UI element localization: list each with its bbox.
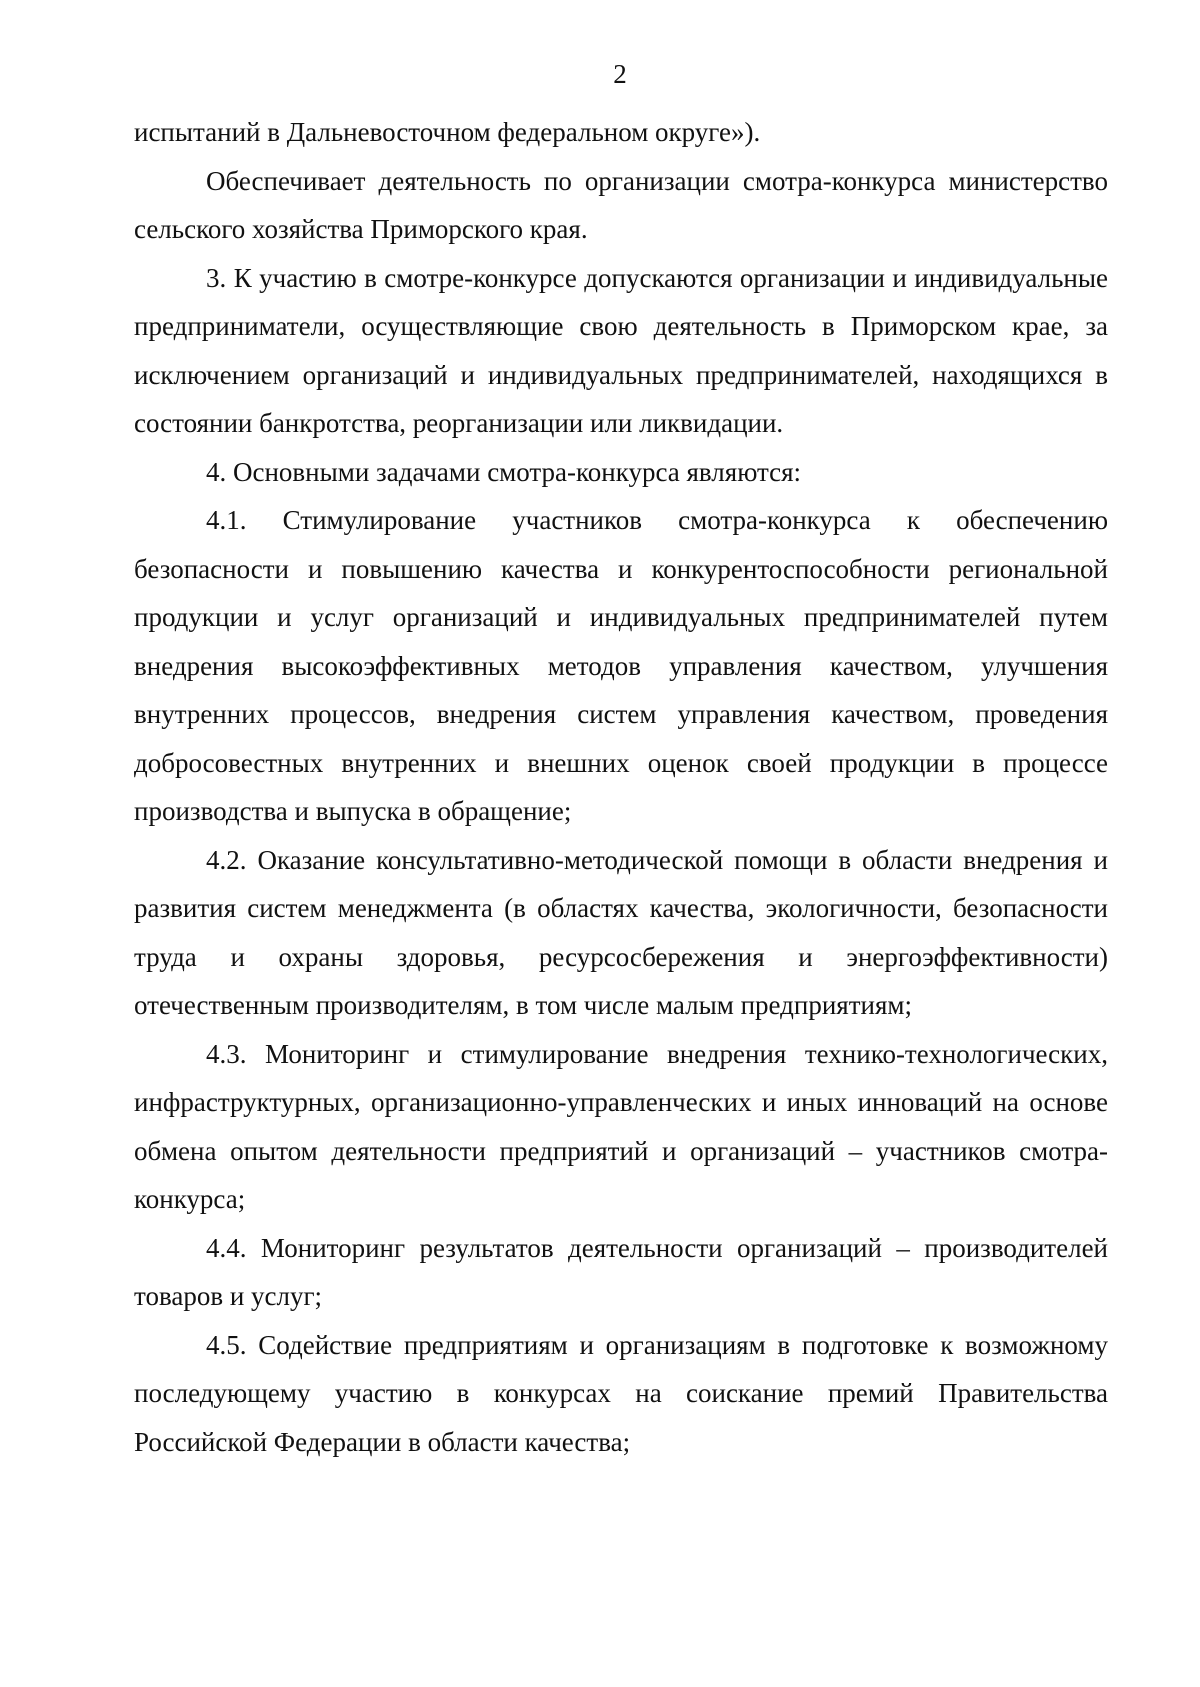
paragraph-continuation: испытаний в Дальневосточном федеральном округе»). xyxy=(134,117,761,147)
page-number: 2 xyxy=(613,59,627,89)
paragraph-4-2: 4.2. Оказание консультативно-методической помощи в области внедрения и развития систем менеджмента (в областях качества, экологичности, безопасности труда и охраны здоровья, ресурсосбережения и энергоэффективности) отечественным производителям, в том числе малым предприятиям; xyxy=(134,844,1108,1020)
document-body xyxy=(134,108,1108,1466)
paragraph-provider: Обеспечивает деятельность по организации смотра-конкурса министерство сельского хозяйства Приморского края. xyxy=(134,165,1108,244)
paragraph-4-5: 4.5. Содействие предприятиям и организациям в подготовке к возможному последующему участию в конкурсах на соискание премий Правительства Российской Федерации в области качества; xyxy=(134,1329,1108,1457)
paragraph-4-1: 4.1. Стимулирование участников смотра-конкурса к обеспечению безопасности и повышению качества и конкурентоспособности региональной продукции и услуг организаций и индивидуальных предпринимателей путем внедрения высокоэффективных методов управления качеством, улучшения внутренних процессов, внедрения систем управления качеством, проведения добросовестных внутренних и внешних оценок своей продукции в процессе производства и выпуска в обращение; xyxy=(134,505,1108,826)
paragraph-4-3: 4.3. Мониторинг и стимулирование внедрения технико-технологических, инфраструктурных, организационно-управленческих и иных инноваций на основе обмена опытом деятельности предприятий и организаций – участников смотра-конкурса; xyxy=(134,1038,1108,1214)
paragraph-4-4: 4.4. Мониторинг результатов деятельности организаций – производителей товаров и услуг; xyxy=(134,1232,1108,1311)
paragraph-4-tasks-heading: 4. Основными задачами смотра-конкурса являются: xyxy=(206,456,802,487)
paragraph-3-participation: 3. К участию в смотре-конкурсе допускаются организации и индивидуальные предприниматели, осуществляющие свою деятельность в Приморском крае, за исключением организаций и индивидуальных предпринимателей, находящихся в состоянии банкротства, реорганизации или ликвидации. xyxy=(134,262,1108,438)
